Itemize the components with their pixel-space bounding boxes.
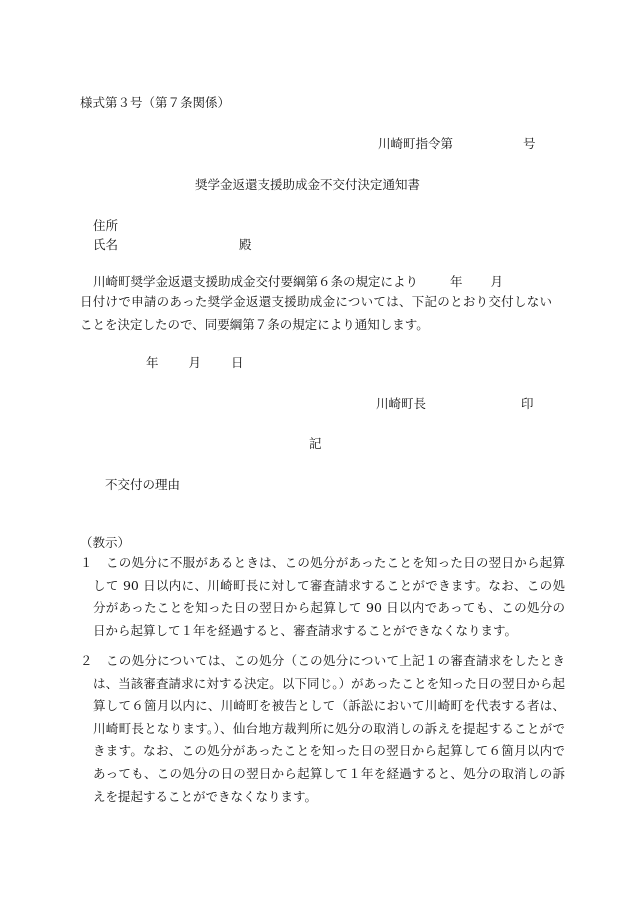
body-year-label: 年 xyxy=(450,274,463,289)
form-label: 様式第３号（第７条関係） xyxy=(80,95,231,110)
issuer-name: 川崎町長 xyxy=(376,396,427,411)
date-year: 年 xyxy=(146,355,159,370)
document-title: 奨学金返還支援助成金不交付決定通知書 xyxy=(195,177,421,192)
address-label: 住所 xyxy=(93,218,119,233)
notice-item-text: この処分に不服があるときは、この処分があったことを知った日の翌日から起算して 90 日以内に、川崎町長に対して審査請求することができます。なお、この処分があったことを知った日の翌日から起算して 90 日以内であっても、この処分の日から起算して１年を経過すると、審査請求することができなくなります。 xyxy=(93,555,565,638)
recipient-name-line xyxy=(93,239,252,252)
body-line1-text: 川崎町奨学金返還支援助成金交付要綱第６条の規定により xyxy=(93,274,419,289)
notice-item-number: １ xyxy=(80,555,93,570)
name-label: 氏名 xyxy=(93,237,119,252)
notice-item-text: この処分については、この処分（この処分について上記１の審査請求をしたときは、当該審査請求に対する決定。以下同じ。）があったことを知った日の翌日から起算して６箇月以内に、川崎町を被告として（訴訟において川崎町を代表する者は、川崎町長となります。）、仙台地方裁判所に処分の取消しの訴えを提起することができます。なお、この処分があったことを知った日の翌日から起算して６箇月以内であっても、この処分の日の翌日から起算して１年を経過すると、処分の取消しの訴えを提起することができなくなります。 xyxy=(93,653,565,804)
reason-label: 不交付の理由 xyxy=(105,477,181,492)
issuer-line xyxy=(376,398,534,411)
body-month-label: 月 xyxy=(490,274,504,289)
date-month: 月 xyxy=(188,355,202,370)
honorific: 殿 xyxy=(239,237,252,252)
notice-item-2 xyxy=(80,650,565,808)
notice-item-number: ２ xyxy=(80,653,93,668)
body-paragraph: 日付けで申請のあった奨学金返還支援助成金については、下記のとおり交付しないことを決定したので、同要綱第７条の規定により通知します。 xyxy=(80,294,552,332)
notice-heading: （教示） xyxy=(80,535,131,550)
doc-number xyxy=(378,138,536,151)
doc-number-suffix: 号 xyxy=(523,136,536,151)
notice-item-1 xyxy=(80,552,565,642)
body-line1 xyxy=(93,276,503,289)
doc-number-prefix: 川崎町指令第 xyxy=(378,136,454,151)
date-day: 日 xyxy=(231,355,244,370)
ki-heading: 記 xyxy=(309,436,322,451)
date-line xyxy=(146,357,244,370)
seal-mark: 印 xyxy=(521,396,534,411)
